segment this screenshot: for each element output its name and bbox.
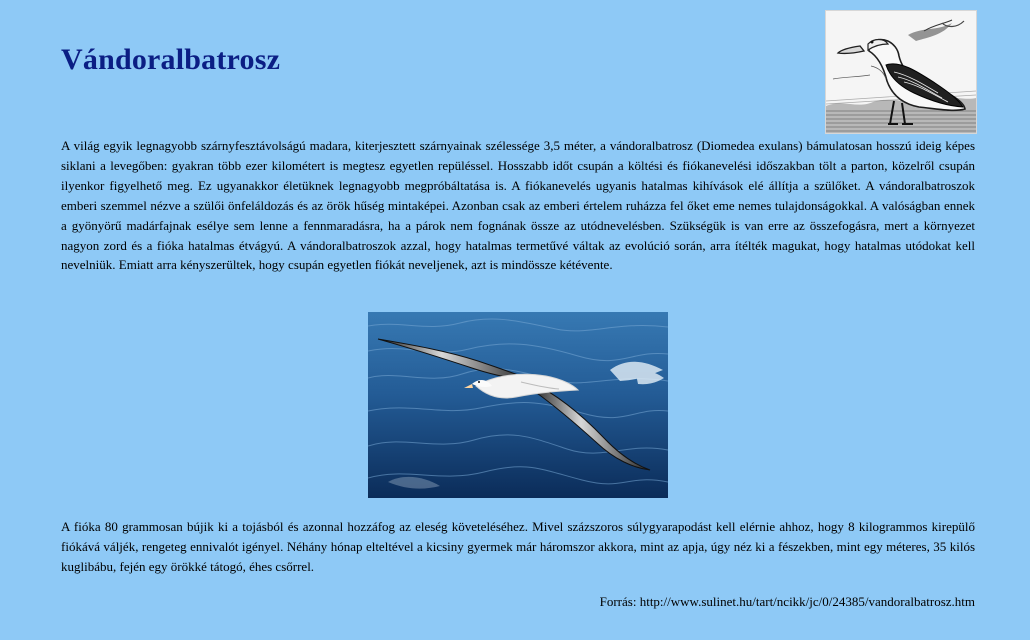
- article-paragraph-intro: A világ egyik legnagyobb szárnyfesztávolságú madara, kiterjesztett szárnyainak szélessége 3,5 méter, a vándoralbatrosz (Diomedea exulans) bámulatosan hosszú ideig képes siklani a levegőben: gyakran több ezer kilométert is megtesz egyetlen repüléssel. Hosszabb időt csupán a költési és fiókanevelési időszakban tölt a parton, közelről csupán ilyenkor figyelhető meg. Ez ugyanakkor életüknek legnagyobb megpróbáltatása is. A fiókanevelés ugyanis hatalmas kihívások elé állítja a szülőket. A vándoralbatroszok emberi szemmel nézve a szülői önfeláldozás és az örök hűség mintaképei. Azonban csak az emberi értelem ruházza fel őket eme nemes tulajdonságokkal. A valóságban ennek a gyönyörű madárfajnak esélye sem lenne a fennmaradásra, ha a párok nem fognának össze az utódnevelésben. Szükségük is van erre az összefogásra, mert a környezet nagyon zord és a fióka hatalmas étvágyú. A vándoralbatroszok azzal, hogy hatalmas termetűvé váltak az evolúció során, arra ítélték magukat, hogy hatalmas utódokat kell nevelniük. Emiatt arra kényszerültek, hogy csupán egyetlen fiókát neveljenek, azt is mindössze kétévente.: [61, 138, 975, 273]
- page-title: Vándoralbatrosz: [61, 43, 281, 76]
- article-paragraph-chick: A fióka 80 grammosan bújik ki a tojásból és azonnal hozzáfog az eleség követeléséhez. Mivel százszoros súlygyarapodást kell elérnie ahhoz, hogy 8 kilogrammos kirepülő fiókává váljék, rengeteg ennivalót igényel. Néhány hónap elteltével a kicsiny gyermek már háromszor akkora, mint az apja, úgy néz ki a fészekben, mint egy méteres, 35 kilós kuglibábu, fején egy örökké tátogó, éhes csőrrel.: [61, 519, 975, 574]
- flying-albatross-photo: [368, 312, 668, 498]
- source-text: Forrás: http://www.sulinet.hu/tart/ncikk/jc/0/24385/vandoralbatrosz.htm: [599, 594, 975, 609]
- flying-albatross-illustration: [368, 312, 668, 498]
- albatross-engraving-image: [825, 10, 977, 134]
- albatross-engraving-illustration: [826, 11, 976, 133]
